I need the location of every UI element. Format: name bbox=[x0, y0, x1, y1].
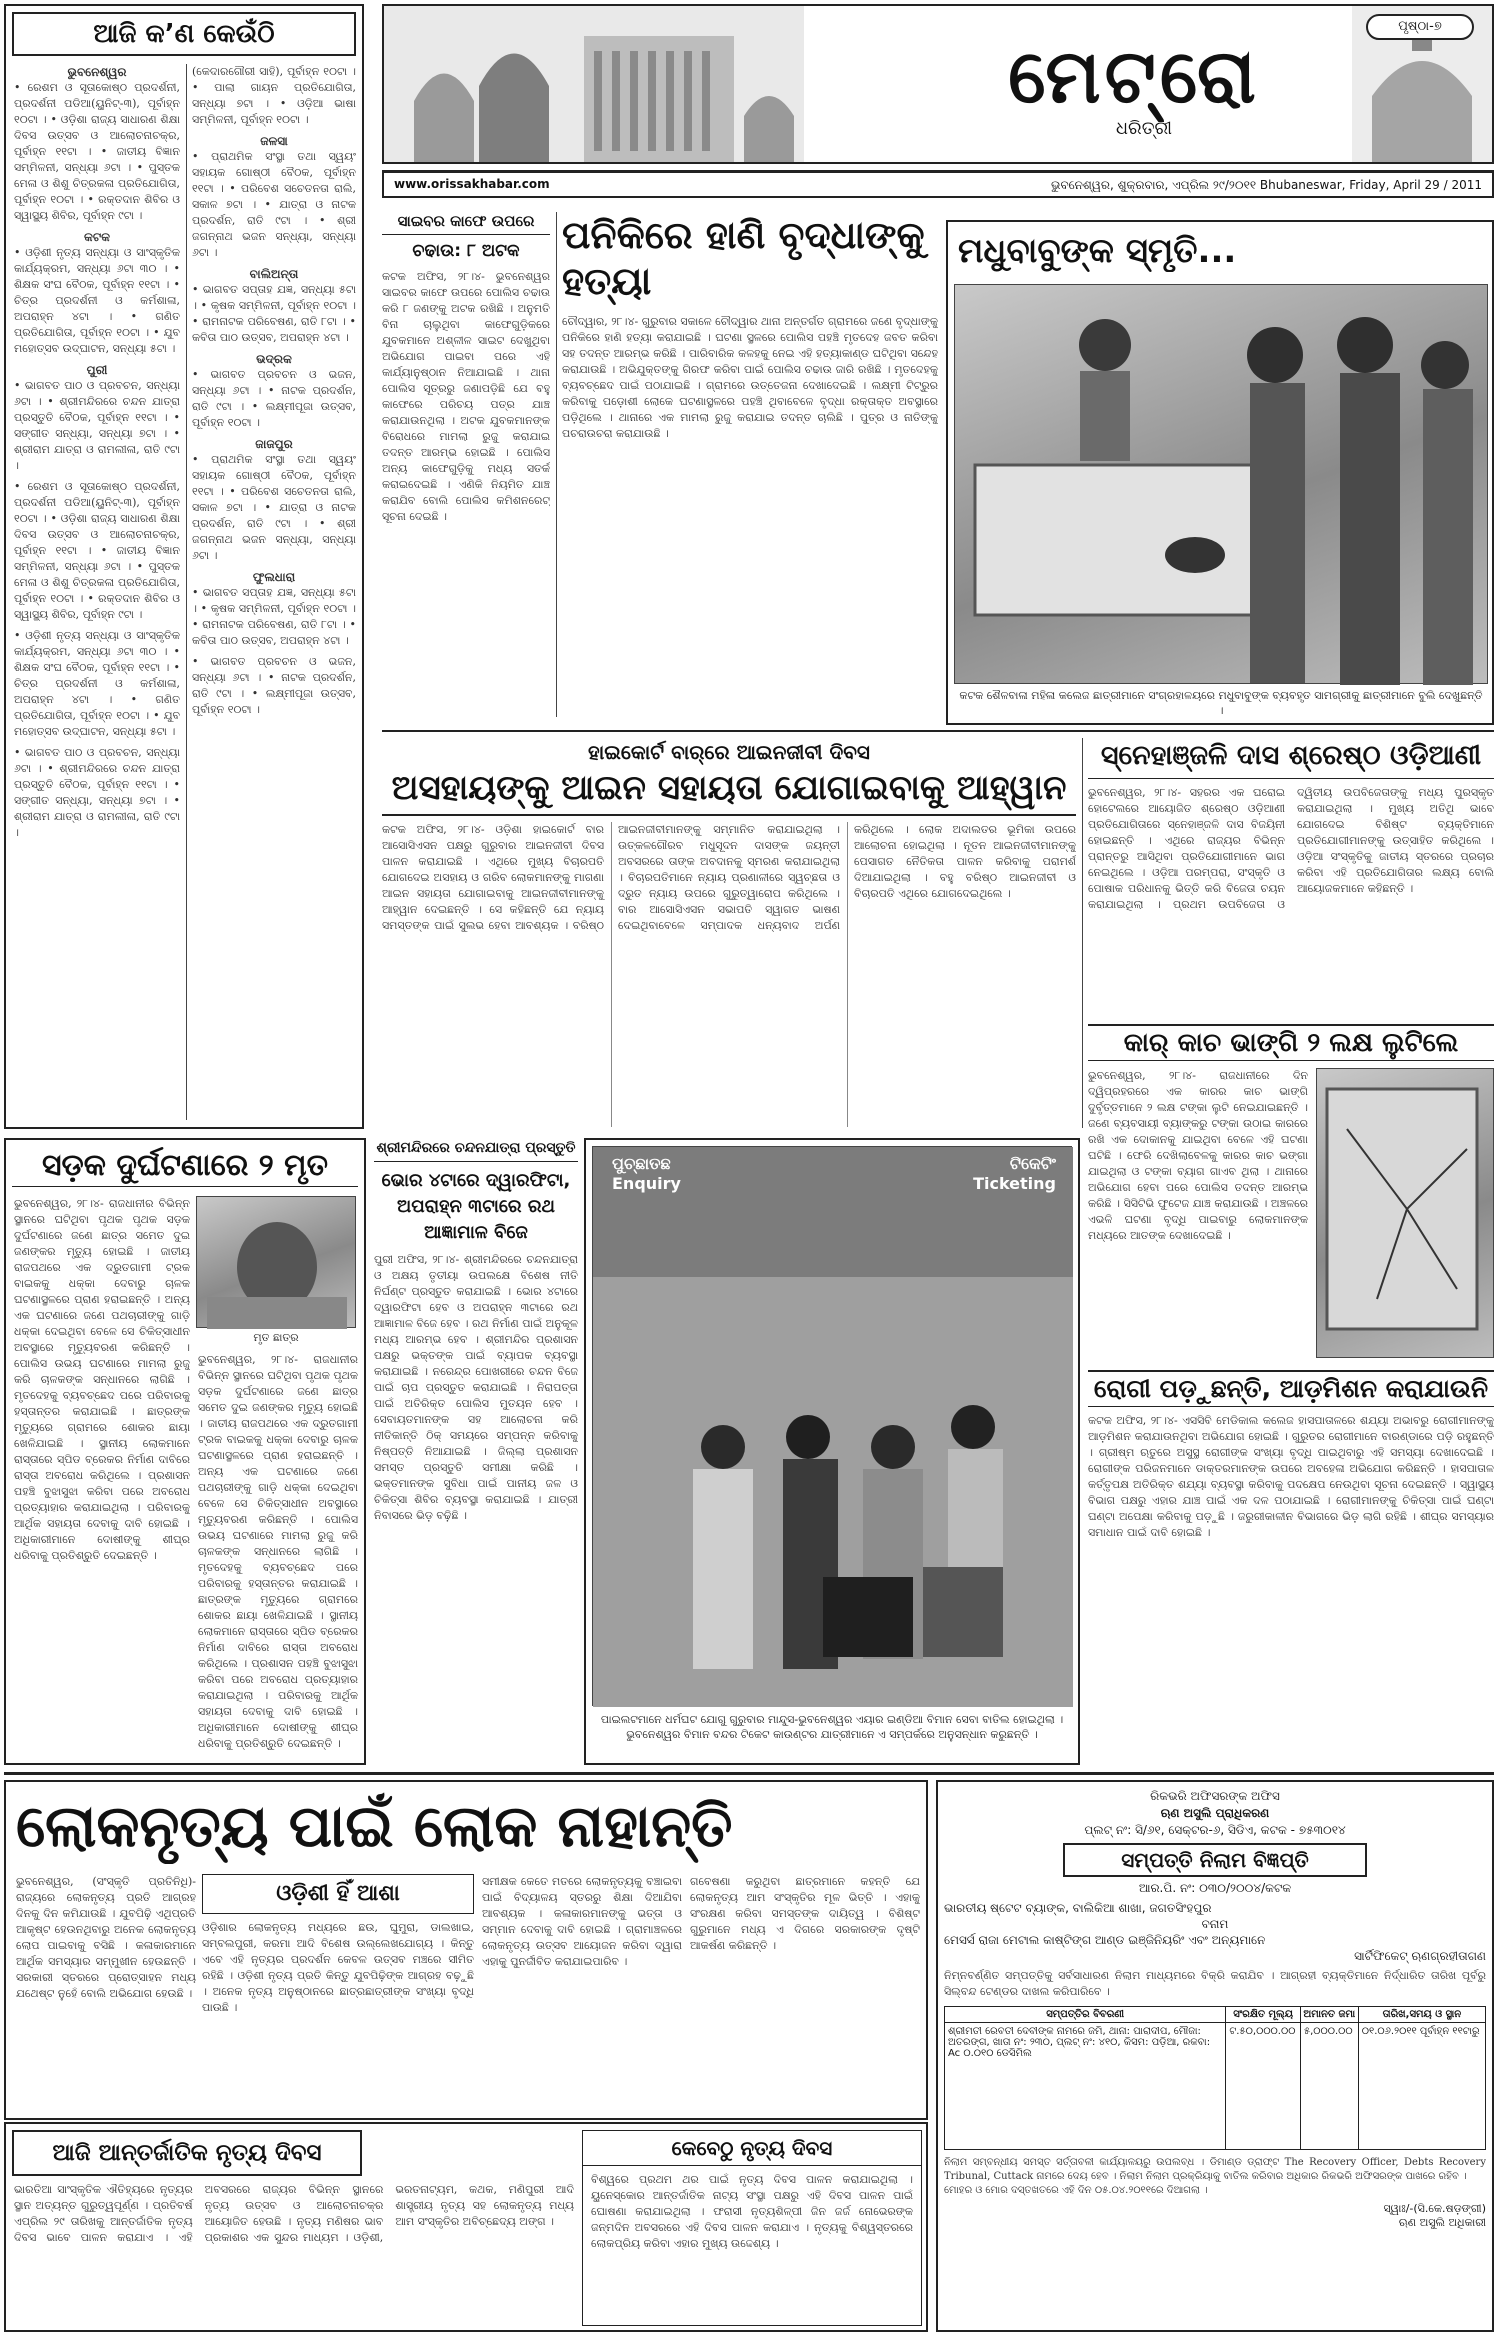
date: ଭୁବନେଶ୍ୱର, ଶୁକ୍ରବାର, ଏପ୍ରିଲ ୨୯/୨୦୧୧ Bhubaneswar, Friday, April 29 / 2011 bbox=[1051, 178, 1482, 192]
dateline-bar bbox=[382, 170, 1494, 198]
snehanjali-story: ସ୍ନେହାଞ୍ଜଳି ଦାସ ଶ୍ରେଷ୍ଠ ଓଡ଼ିଆଣୀ ଭୁବନେଶ୍ୱର, ୨୮।୪- ସହରର ଏକ ଘରୋଇ ହୋଟେଲରେ ଆୟୋଜିତ ଶ୍ରେଷ୍ଠ ଓଡ଼ିଆଣୀ ପ୍ରତିଯୋଗିତାରେ ସ୍ନେହାଞ୍ଜଳି ଦାସ ବିଜୟିନୀ ହୋଇଛନ୍ତି । ଏଥିରେ ରାଜ୍ୟର ବିଭିନ୍ନ ପ୍ରାନ୍ତରୁ ଆସିଥିବା ପ୍ରତିଯୋଗୀମାନେ ଭାଗ ନେଇଥିଲେ । ଓଡ଼ିଆ ପରମ୍ପରା, ସଂସ୍କୃତି ଓ ପୋଷାକ ପରିଧାନକୁ ଭିତ୍ତି କରି ବିଜେତା ଚୟନ କରାଯାଇଥିଲା । ପ୍ରଥମ ଉପବିଜେତା ଓ ଦ୍ୱିତୀୟ ଉପବିଜେତାଙ୍କୁ ମଧ୍ୟ ପୁରସ୍କୃତ କରାଯାଇଥିଲା । ମୁଖ୍ୟ ଅତିଥି ଭାବେ ଯୋଗଦେଇ ବିଶିଷ୍ଟ ବ୍ୟକ୍ତିମାନେ ପ୍ରତିଯୋଗୀମାନଙ୍କୁ ଉତ୍ସାହିତ କରିଥିଲେ । ଓଡ଼ିଆ ସଂସ୍କୃତିକୁ ଜାତୀୟ ସ୍ତରରେ ପ୍ରଚାର କରିବା ଏହି ପ୍ରତିଯୋଗିତାର ଲକ୍ଷ୍ୟ ବୋଲି ଆୟୋଜକମାନେ କହିଛନ୍ତି । bbox=[1088, 740, 1494, 911]
highcourt-story: ହାଇକୋର୍ଟ ବାର୍‌ରେ ଆଇନଜୀବୀ ଦିବସ ଅସହାୟଙ୍କୁ ଆଇନ ସହାୟତା ଯୋଗାଇବାକୁ ଆହ୍ୱାନ କଟକ ଅଫିସ, ୨୮।୪- ଓଡ଼ିଶା ହାଇକୋର୍ଟ ବାର ଆସୋସିଏସନ ପକ୍ଷରୁ ଗୁରୁବାର ଆଇନଜୀବୀ ଦିବସ ପାଳନ କରାଯାଇଛି । ଏଥିରେ ମୁଖ୍ୟ ବିଚାରପତି ଯୋଗଦେଇ ଅସହାୟ ଓ ଗରିବ ଲୋକମାନଙ୍କୁ ମାଗଣା ଆଇନ ସହାୟତା ଯୋଗାଇବାକୁ ଆଇନଜୀବୀମାନଙ୍କୁ ଆହ୍ୱାନ ଦେଇଛନ୍ତି । ସେ କହିଛନ୍ତି ଯେ ନ୍ୟାୟ ସମସ୍ତଙ୍କ ପାଇଁ ସୁଲଭ ହେବା ଆବଶ୍ୟକ । ବରିଷ୍ଠ ଆଇନଜୀବୀମାନଙ୍କୁ ସମ୍ମାନିତ କରାଯାଇଥିଲା । ଉତ୍କଳଗୌରବ ମଧୁସୂଦନ ଦାସଙ୍କ ଜୟନ୍ତୀ ଅବସରରେ ତାଙ୍କ ଅବଦାନକୁ ସ୍ମରଣ କରାଯାଇଥିଲା । ବିଚାରପତିମାନେ ନ୍ୟାୟ ପ୍ରଣାଳୀରେ ସ୍ୱଚ୍ଛତା ଓ ଦ୍ରୁତ ନ୍ୟାୟ ଉପରେ ଗୁରୁତ୍ୱାରୋପ କରିଥିଲେ । ବାର ଆସୋସିଏସନ ସଭାପତି ସ୍ୱାଗତ ଭାଷଣ ଦେଇଥିବାବେଳେ ସମ୍ପାଦକ ଧନ୍ୟବାଦ ଅର୍ପଣ କରିଥିଲେ । ଲୋକ ଅଦାଲତର ଭୂମିକା ଉପରେ ଆଲୋଚନା ହୋଇଥିଲା । ନୂତନ ଆଇନଜୀବୀମାନଙ୍କୁ ପେସାଗତ ନୈତିକତା ପାଳନ କରିବାକୁ ପରାମର୍ଶ ଦିଆଯାଇଥିଲା । ବହୁ ବରିଷ୍ଠ ଆଇନଜୀବୀ ଓ ବିଚାରପତି ଏଥିରେ ଯୋଗଦେଇଥିଲେ । bbox=[382, 740, 1076, 932]
danceday-subbox: କେବେଠୁ ନୃତ୍ୟ ଦିବସ ବିଶ୍ୱରେ ପ୍ରଥମ ଥର ପାଇଁ ନୃତ୍ୟ ଦିବସ ପାଳନ କରାଯାଇଥିଲା । ୟୁନେସ୍କୋର ଆନ୍ତର୍ଜାତିକ ନାଟ୍ୟ ସଂସ୍ଥା ପକ୍ଷରୁ ଏହି ଦିବସ ପାଳନ ପାଇଁ ଘୋଷଣା କରାଯାଇଥିଲା । ଫରାସୀ ନୃତ୍ୟଶିଳ୍ପୀ ଜିନ ଜର୍ଜ ନୋଭେରଙ୍କ ଜନ୍ମଦିନ ଅବସରରେ ଏହି ଦିବସ ପାଳନ କରାଯାଏ । ନୃତ୍ୟକୁ ବିଶ୍ୱସ୍ତରରେ ଲୋକପ୍ରିୟ କରିବା ଏହାର ମୁଖ୍ୟ ଉଦ୍ଦେଶ୍ୟ । bbox=[582, 2130, 922, 2326]
auction-notice: ରିକଭରି ଅଫିସରଙ୍କ ଅଫିସ ଋଣ ଅସୁଲି ପ୍ରାଧିକରଣ ପ୍ଲଟ୍ ନଂ: ସି/୬୧, ସେକ୍ଟର-୬, ସିଡିଏ, କଟକ - ୭୫୩୦୧୪ ସମ୍ପତ୍ତି ନିଲାମ ବିଜ୍ଞପ୍ତି ଆର.ପି. ନଂ: ୦୩୦/୨୦୦୪/କଟକ ଭାରତୀୟ ଷ୍ଟେଟ ବ୍ୟାଙ୍କ, ବାଲିକିଆ ଶାଖା, ଜଗତସିଂହପୁର ବନାମ ମେସର୍ସ ରାଜା ମେଟାଲ କାଷ୍ଟିଙ୍ଗ ଆଣ୍ଡ ଇଞ୍ଜିନିୟରିଂ ଏବଂ ଅନ୍ୟମାନେ ସାର୍ଟିଫିକେଟ୍ ଋଣଗ୍ରହୀତାଗଣ ନିମ୍ନବର୍ଣ୍ଣିତ ସମ୍ପତ୍ତିକୁ ସର୍ବସାଧାରଣ ନିଲାମ ମାଧ୍ୟମରେ ବିକ୍ରି କରାଯିବ । ଆଗ୍ରହୀ ବ୍ୟକ୍ତିମାନେ ନିର୍ଦ୍ଧାରିତ ତାରିଖ ପୂର୍ବରୁ ସିଲ୍‌ବନ୍ଦ ଟେଣ୍ଡର ଦାଖଲ କରିପାରିବେ । ସମ୍ପତ୍ତିର ବିବରଣୀ ସଂରକ୍ଷିତ ମୂଲ୍ୟ ଅମାନତ ଜମା ତାରିଖ,ସମୟ ଓ ସ୍ଥାନ ଶ୍ରୀମତୀ ରେବତୀ ଦେବୀଙ୍କ ନାମରେ ଜମି, ଥାନା: ପାରାଦୀପ, ମୌଜା: ଅତରଙ୍ଗ, ଖାତା ନଂ: ୨୩୦, ପ୍ଲଟ୍ ନଂ: ୪୧୦, କିସମ: ପଡ଼ିଆ, ରକବା: Ac ୦.୦୧୦ ଡେସିମିଲ ଟ.୫୦,୦୦୦.୦୦ ୫,୦୦୦.୦୦ ୦୧.୦୬.୨୦୧୧ ପୂର୍ବାହ୍ନ ୧୧ଟାରୁ ନିଲାମ ସମ୍ବନ୍ଧୀୟ ସମସ୍ତ ସର୍ତ୍ତାବଳୀ କାର୍ଯ୍ୟାଳୟରୁ ଉପଲବ୍ଧ । ଡିମାଣ୍ଡ ଡ୍ରାଫ୍ଟ The Recovery Officer, Debts Recovery Tribunal, Cuttack ନାମରେ ଦେୟ ହେବ । ନିଲାମ ନିଲାମ ପ୍ରକ୍ରିୟାକୁ ବାତିଲ କରିବାର ଅଧିକାର ରିକଭରି ଅଫିସରଙ୍କ ପାଖରେ ରହିବ । ମୋହର ଓ ମୋର ଦସ୍ତଖତରେ ଏହି ଦିନ ୦୫.୦୪.୨୦୧୧ରେ ଦିଆଗଲା । ସ୍ୱାଃ/-(ସି.କେ.ଷଡ଼ଙ୍ଗୀ) ଋଣ ଅସୁଲି ଅଧିକାରୀ bbox=[936, 1780, 1494, 2332]
highcourt-headline: ଅସହାୟଙ୍କୁ ଆଇନ ସହାୟତା ଯୋଗାଇବାକୁ ଆହ୍ୱାନ bbox=[382, 766, 1076, 816]
signature: ସ୍ୱାଃ/-(ସି.କେ.ଷଡ଼ଙ୍ଗୀ) ଋଣ ଅସୁଲି ଅଧିକାରୀ bbox=[1383, 2202, 1486, 2229]
madhubabu-story: ମଧୁବାବୁଙ୍କ ସ୍ମୃତି... କଟକ ଶୈଳବାଳା ମହିଳା କଲେଜ ଛାତ୍ରୀମାନେ ସଂଗ୍ରହାଳୟରେ ମଧୁବାବୁଙ୍କ ବ୍ୟବହୃତ ସାମଗ୍ରୀକୁ ଛାତ୍ରୀମାନେ ବୁଲି ଦେଖୁଛନ୍ତି । bbox=[946, 220, 1494, 725]
table-row: ଶ୍ରୀମତୀ ରେବତୀ ଦେବୀଙ୍କ ନାମରେ ଜମି, ଥାନା: ପାରାଦୀପ, ମୌଜା: ଅତରଙ୍ଗ, ଖାତା ନଂ: ୨୩୦, ପ୍ଲଟ୍ ନଂ: ୪୧୦, କିସମ: ପଡ଼ିଆ, ରକବା: Ac ୦.୦୧୦ ଡେସିମିଲ ଟ.୫୦,୦୦୦.୦୦ ୫,୦୦୦.୦୦ ୦୧.୦୬.୨୦୧୧ ପୂର୍ବାହ୍ନ ୧୧ଟାରୁ bbox=[945, 2023, 1486, 2150]
events-box bbox=[4, 4, 364, 1129]
accident-story: ସଡ଼କ ଦୁର୍ଘଟଣାରେ ୨ ମୃତ ମୃତ ଛାତ୍ର ଭୁବନେଶ୍ୱର, ୨୮।୪- ରାଜଧାନୀର ବିଭିନ୍ନ ସ୍ଥାନରେ ଘଟିଥିବା ପୃଥକ ପୃଥକ ସଡ଼କ ଦୁର୍ଘଟଣାରେ ଜଣେ ଛାତ୍ର ସମେତ ଦୁଇ ଜଣଙ୍କର ମୃତ୍ୟୁ ହୋଇଛି । ଜାତୀୟ ରାଜପଥରେ ଏକ ଦ୍ରୁତଗାମୀ ଟ୍ରକ ବାଇକକୁ ଧକ୍କା ଦେବାରୁ ଚାଳକ ଘଟଣାସ୍ଥଳରେ ପ୍ରାଣ ହରାଇଛନ୍ତି । ଅନ୍ୟ ଏକ ଘଟଣାରେ ଜଣେ ପଥଚାରୀଙ୍କୁ ଗାଡ଼ି ଧକ୍କା ଦେଇଥିବା ବେଳେ ସେ ଚିକିତ୍ସାଧୀନ ଅବସ୍ଥାରେ ମୃତ୍ୟୁବରଣ କରିଛନ୍ତି । ପୋଲିସ ଉଭୟ ଘଟଣାରେ ମାମଲା ରୁଜୁ କରି ଚାଳକଙ୍କ ସନ୍ଧାନରେ ଲାଗିଛି । ମୃତଦେହକୁ ବ୍ୟବଚ୍ଛେଦ ପରେ ପରିବାରକୁ ହସ୍ତାନ୍ତର କରାଯାଇଛି । ଛାତ୍ରଙ୍କ ମୃତ୍ୟୁରେ ଗ୍ରାମରେ ଶୋକର ଛାୟା ଖେଳିଯାଇଛି । ସ୍ଥାନୀୟ ଲୋକମାନେ ରାସ୍ତାରେ ସ୍ପିଡ ବ୍ରେକର ନିର୍ମାଣ ଦାବିରେ ରାସ୍ତା ଅବରୋଧ କରିଥିଲେ । ପ୍ରଶାସନ ପହଞ୍ଚି ବୁଝାସୁଝା କରିବା ପରେ ଅବରୋଧ ପ୍ରତ୍ୟାହାର କରାଯାଇଥିଲା । ପରିବାରକୁ ଆର୍ଥିକ ସହାୟତା ଦେବାକୁ ଦାବି ହୋଇଛି । ଅଧିକାରୀମାନେ ଦୋଷୀଙ୍କୁ ଶୀଘ୍ର ଧରିବାକୁ ପ୍ରତିଶ୍ରୁତି ଦେଇଛନ୍ତି । ଭୁବନେଶ୍ୱର, ୨୮।୪- ରାଜଧାନୀର ବିଭିନ୍ନ ସ୍ଥାନରେ ଘଟିଥିବା ପୃଥକ ପୃଥକ ସଡ଼କ ଦୁର୍ଘଟଣାରେ ଜଣେ ଛାତ୍ର ସମେତ ଦୁଇ ଜଣଙ୍କର ମୃତ୍ୟୁ ହୋଇଛି । ଜାତୀୟ ରାଜପଥରେ ଏକ ଦ୍ରୁତଗାମୀ ଟ୍ରକ ବାଇକକୁ ଧକ୍କା ଦେବାରୁ ଚାଳକ ଘଟଣାସ୍ଥଳରେ ପ୍ରାଣ ହରାଇଛନ୍ତି । ଅନ୍ୟ ଏକ ଘଟଣାରେ ଜଣେ ପଥଚାରୀଙ୍କୁ ଗାଡ଼ି ଧକ୍କା ଦେଇଥିବା ବେଳେ ସେ ଚିକିତ୍ସାଧୀନ ଅବସ୍ଥାରେ ମୃତ୍ୟୁବରଣ କରିଛନ୍ତି । ପୋଲିସ ଉଭୟ ଘଟଣାରେ ମାମଲା ରୁଜୁ କରି ଚାଳକଙ୍କ ସନ୍ଧାନରେ ଲାଗିଛି । ମୃତଦେହକୁ ବ୍ୟବଚ୍ଛେଦ ପରେ ପରିବାରକୁ ହସ୍ତାନ୍ତର କରାଯାଇଛି । ଛାତ୍ରଙ୍କ ମୃତ୍ୟୁରେ ଗ୍ରାମରେ ଶୋକର ଛାୟା ଖେଳିଯାଇଛି । ସ୍ଥାନୀୟ ଲୋକମାନେ ରାସ୍ତାରେ ସ୍ପିଡ ବ୍ରେକର ନିର୍ମାଣ ଦାବିରେ ରାସ୍ତା ଅବରୋଧ କରିଥିଲେ । ପ୍ରଶାସନ ପହଞ୍ଚି ବୁଝାସୁଝା କରିବା ପରେ ଅବରୋଧ ପ୍ରତ୍ୟାହାର କରାଯାଇଥିଲା । ପରିବାରକୁ ଆର୍ଥିକ ସହାୟତା ଦେବାକୁ ଦାବି ହୋଇଛି । ଅଧିକାରୀମାନେ ଦୋଷୀଙ୍କୁ ଶୀଘ୍ର ଧରିବାକୁ ପ୍ରତିଶ୍ରୁତି ଦେଇଛନ୍ତି । bbox=[4, 1138, 366, 1765]
brand-sub: ଧରିତ୍ରୀ bbox=[1115, 118, 1173, 139]
website: www.orissakhabar.com bbox=[394, 177, 550, 191]
broken-car-photo bbox=[1316, 1068, 1494, 1358]
airport-photo bbox=[592, 1146, 1072, 1706]
temple-headline: ଭୋର ୪ଟାରେ ଦ୍ୱାରଫିଟା, ଅପରାହ୍ନ ୩ଟାରେ ରଥ ଆଜ୍ଞାମାଳ ବିଜେ bbox=[381, 1170, 571, 1243]
temple-story: ଶ୍ରୀମନ୍ଦିରରେ ଚନ୍ଦନଯାତ୍ରା ପ୍ରସ୍ତୁତି ଭୋର ୪ଟାରେ ଦ୍ୱାରଫିଟା, ଅପରାହ୍ନ ୩ଟାରେ ରଥ ଆଜ୍ଞାମାଳ ବିଜେ ପୁରୀ ଅଫିସ, ୨୮।୪- ଶ୍ରୀମନ୍ଦିରରେ ଚନ୍ଦନଯାତ୍ରା ଓ ଅକ୍ଷୟ ତୃତୀୟା ଉପଲକ୍ଷେ ବିଶେଷ ନୀତି ନିର୍ଘଣ୍ଟ ପ୍ରସ୍ତୁତ କରାଯାଇଛି । ଭୋର ୪ଟାରେ ଦ୍ୱାରଫିଟା ହେବ ଓ ଅପରାହ୍ନ ୩ଟାରେ ରଥ ଆଜ୍ଞାମାଳ ବିଜେ ହେବ । ରଥ ନିର୍ମାଣ ପାଇଁ ଅନୁକୂଳ ମଧ୍ୟ ଆରମ୍ଭ ହେବ । ଶ୍ରୀମନ୍ଦିର ପ୍ରଶାସନ ପକ୍ଷରୁ ଭକ୍ତଙ୍କ ପାଇଁ ବ୍ୟାପକ ବ୍ୟବସ୍ଥା କରାଯାଇଛି । ନରେନ୍ଦ୍ର ପୋଖରୀରେ ଚନ୍ଦନ ବିଜେ ପାଇଁ ଚାପ ପ୍ରସ୍ତୁତ କରାଯାଇଛି । ନିରାପତ୍ତା ପାଇଁ ଅତିରିକ୍ତ ପୋଲିସ ମୁତୟନ ହେବ । ସେବାୟତମାନଙ୍କ ସହ ଆଲୋଚନା କରି ନୀତିକାନ୍ତି ଠିକ୍ ସମୟରେ ସମ୍ପନ୍ନ କରିବାକୁ ନିଷ୍ପତ୍ତି ନିଆଯାଇଛି । ଜିଲ୍ଲା ପ୍ରଶାସନ ସମସ୍ତ ପ୍ରସ୍ତୁତି ସମୀକ୍ଷା କରିଛି । ଭକ୍ତମାନଙ୍କ ସୁବିଧା ପାଇଁ ପାନୀୟ ଜଳ ଓ ଚିକିତ୍ସା ଶିବିର ବ୍ୟବସ୍ଥା କରାଯାଇଛି । ଯାତ୍ରୀ ନିବାସରେ ଭିଡ଼ ବଢ଼ିଛି । bbox=[374, 1140, 578, 1522]
folkdance-headline: ଲୋକନୃତ୍ୟ ପାଇଁ ଲୋକ ନାହାନ୍ତି bbox=[16, 1792, 733, 1860]
murder-headline: ପନିକିରେ ହାଣି ବୃଦ୍ଧାଙ୍କୁ ହତ୍ୟା bbox=[562, 213, 925, 303]
danceday-headline-box: ଆଜି ଆନ୍ତର୍ଜାତିକ ନୃତ୍ୟ ଦିବସ bbox=[12, 2130, 362, 2176]
notice-header: ରିକଭରି ଅଫିସରଙ୍କ ଅଫିସ ଋଣ ଅସୁଲି ପ୍ରାଧିକରଣ ପ୍ଲଟ୍ ନଂ: ସି/୬୧, ସେକ୍ଟର-୬, ସିଡିଏ, କଟକ - ୭୫୩୦୧୪ bbox=[1084, 1789, 1346, 1837]
masthead bbox=[382, 4, 1494, 164]
events-col-2: (କେଦାରଗୌରୀ ସାହି), ପୂର୍ବାହ୍ନ ୧୦ଟା । • ପାଲା ଗାୟନ ପ୍ରତିଯୋଗିତା, ସନ୍ଧ୍ୟା ୭ଟା । • ଓଡ଼ିଆ ଭାଷା ସମ୍ମିଳନୀ, ପୂର୍ବାହ୍ନ ୧୦ଟା । ଜଳସା • ପ୍ରାଥମିକ ସଂସ୍ଥା ତଥା ସ୍ୱୟଂ ସହାୟକ ଗୋଷ୍ଠୀ ବୈଠକ, ପୂର୍ବାହ୍ନ ୧୧ଟା । • ପରିବେଶ ସଚେତନତା ରାଲି, ସକାଳ ୭ଟା । • ଯାତ୍ରା ଓ ନାଟକ ପ୍ରଦର୍ଶନ, ରାତି ୯ଟା । • ଶ୍ରୀ ଜଗନ୍ନାଥ ଭଜନ ସନ୍ଧ୍ୟା, ସନ୍ଧ୍ୟା ୬ଟା । ବାଲିଅନ୍ତା • ଭାଗବତ ସପ୍ତାହ ଯଜ୍ଞ, ସନ୍ଧ୍ୟା ୫ଟା । • କୃଷକ ସମ୍ମିଳନୀ, ପୂର୍ବାହ୍ନ ୧୦ଟା । • ରାମନାଟକ ପରିବେଷଣ, ରାତି ୮ଟା । • କବିତା ପାଠ ଉତ୍ସବ, ଅପରାହ୍ନ ୪ଟା । ଭଦ୍ରକ • ଭାଗବତ ପ୍ରବଚନ ଓ ଭଜନ, ସନ୍ଧ୍ୟା ୬ଟା । • ନାଟକ ପ୍ରଦର୍ଶନ, ରାତି ୯ଟା । • ଲକ୍ଷ୍ମୀପୂଜା ଉତ୍ସବ, ପୂର୍ବାହ୍ନ ୧୦ଟା । ଜାଜପୁର • ପ୍ରାଥମିକ ସଂସ୍ଥା ତଥା ସ୍ୱୟଂ ସହାୟକ ଗୋଷ୍ଠୀ ବୈଠକ, ପୂର୍ବାହ୍ନ ୧୧ଟା । • ପରିବେଶ ସଚେତନତା ରାଲି, ସକାଳ ୭ଟା । • ଯାତ୍ରା ଓ ନାଟକ ପ୍ରଦର୍ଶନ, ରାତି ୯ଟା । • ଶ୍ରୀ ଜଗନ୍ନାଥ ଭଜନ ସନ୍ଧ୍ୟା, ସନ୍ଧ୍ୟା ୬ଟା । ଫୁଲଧାରା • ଭାଗବତ ସପ୍ତାହ ଯଜ୍ଞ, ସନ୍ଧ୍ୟା ୫ଟା । • କୃଷକ ସମ୍ମିଳନୀ, ପୂର୍ବାହ୍ନ ୧୦ଟା । • ରାମନାଟକ ପରିବେଷଣ, ରାତି ୮ଟା । • କବିତା ପାଠ ଉତ୍ସବ, ଅପରାହ୍ନ ୪ଟା । • ଭାଗବତ ପ୍ରବଚନ ଓ ଭଜନ, ସନ୍ଧ୍ୟା ୬ଟା । • ନାଟକ ପ୍ରଦର୍ଶନ, ରାତି ୯ଟା । • ଲକ୍ଷ୍ମୀପୂଜା ଉତ୍ସବ, ପୂର୍ବାହ୍ନ ୧୦ଟା । bbox=[192, 65, 356, 716]
ticketing-sign: ଟିକେଟିଂ Ticketing bbox=[973, 1154, 1056, 1193]
enquiry-sign: ପୁଚ୍ଛାତଛ Enquiry bbox=[612, 1154, 681, 1193]
cafe-story: ସାଇବର କାଫେ ଉପରେ ଚଢାଉ: ୮ ଅଟକ କଟକ ଅଫିସ, ୨୮।୪- ଭୁବନେଶ୍ୱର ସାଇବର କାଫେ ଉପରେ ପୋଲିସ ଚଢାଉ କରି ୮ ଜଣଙ୍କୁ ଅଟକ ରଖିଛି । ଅନୁମତି ବିନା ଚାଲୁଥିବା କାଫେଗୁଡ଼ିକରେ ଯୁବକମାନେ ଅଶ୍ଳୀଳ ସାଇଟ ଦେଖୁଥିବା ଅଭିଯୋଗ ପାଇବା ପରେ ଏହି କାର୍ଯ୍ୟାନୁଷ୍ଠାନ ନିଆଯାଇଛି । ଥାନା ପୋଲିସ ସୂତ୍ରରୁ ଜଣାପଡ଼ିଛି ଯେ ବହୁ କାଫେରେ ପରିଚୟ ପତ୍ର ଯାଞ୍ଚ କରାଯାଉନଥିଲା । ଅଟକ ଯୁବକମାନଙ୍କ ବିରୋଧରେ ମାମଲା ରୁଜୁ କରାଯାଇ ତଦନ୍ତ ଆରମ୍ଭ ହୋଇଛି । ପୋଲିସ ଅନ୍ୟ କାଫେଗୁଡ଼ିକୁ ମଧ୍ୟ ସତର୍କ କରାଇଦେଇଛି । ଏଣିକି ନିୟମିତ ଯାଞ୍ଚ କରାଯିବ ବୋଲି ପୋଲିସ କମିଶନରେଟ୍ ସୂଚନା ଦେଇଛି । bbox=[382, 212, 550, 523]
odissi-subbox: ଓଡ଼ିଶୀ ହିଁ ଆଶା bbox=[202, 1874, 474, 1914]
page-number-badge: ପୃଷ୍ଠା-୭ bbox=[1366, 14, 1474, 40]
danceday-story: ଆଜି ଆନ୍ତର୍ଜାତିକ ନୃତ୍ୟ ଦିବସ ଭାରତିଆ ସାଂସ୍କୃତିକ ଐତିହ୍ୟରେ ନୃତ୍ୟର ସ୍ଥାନ ଅତ୍ୟନ୍ତ ଗୁରୁତ୍ୱପୂର୍ଣ୍ଣ । ପ୍ରତିବର୍ଷ ଏପ୍ରିଲ ୨୯ ତାରିଖକୁ ଆନ୍ତର୍ଜାତିକ ନୃତ୍ୟ ଦିବସ ଭାବେ ପାଳନ କରାଯାଏ । ଏହି ଅବସରରେ ରାଜ୍ୟର ବିଭିନ୍ନ ସ୍ଥାନରେ ନୃତ୍ୟ ଉତ୍ସବ ଓ ଆଲୋଚନାଚକ୍ର ଆୟୋଜିତ ହେଉଛି । ନୃତ୍ୟ ମଣିଷର ଭାବ ପ୍ରକାଶର ଏକ ସୁନ୍ଦର ମାଧ୍ୟମ । ଓଡ଼ିଶୀ, ଭରତନାଟ୍ୟମ, କଥକ, ମଣିପୁରୀ ଆଦି ଶାସ୍ତ୍ରୀୟ ନୃତ୍ୟ ସହ ଲୋକନୃତ୍ୟ ମଧ୍ୟ ଆମ ସଂସ୍କୃତିର ଅବିଚ୍ଛେଦ୍ୟ ଅଙ୍ଗ । କେବେଠୁ ନୃତ୍ୟ ଦିବସ ବିଶ୍ୱରେ ପ୍ରଥମ ଥର ପାଇଁ ନୃତ୍ୟ ଦିବସ ପାଳନ କରାଯାଇଥିଲା । ୟୁନେସ୍କୋର ଆନ୍ତର୍ଜାତିକ ନାଟ୍ୟ ସଂସ୍ଥା ପକ୍ଷରୁ ଏହି ଦିବସ ପାଳନ ପାଇଁ ଘୋଷଣା କରାଯାଇଥିଲା । ଫରାସୀ ନୃତ୍ୟଶିଳ୍ପୀ ଜିନ ଜର୍ଜ ନୋଭେରଙ୍କ ଜନ୍ମଦିନ ଅବସରରେ ଏହି ଦିବସ ପାଳନ କରାଯାଏ । ନୃତ୍ୟକୁ ବିଶ୍ୱସ୍ତରରେ ଲୋକପ୍ରିୟ କରିବା ଏହାର ମୁଖ୍ୟ ଉଦ୍ଦେଶ୍ୟ । bbox=[4, 2122, 928, 2332]
murder-story: ପନିକିରେ ହାଣି ବୃଦ୍ଧାଙ୍କୁ ହତ୍ୟା ଚୌଦ୍ୱାର, ୨୮।୪- ଗୁରୁବାର ସକାଳେ ଚୌଦ୍ୱାର ଥାନା ଅନ୍ତର୍ଗତ ଗ୍ରାମରେ ଜଣେ ବୃଦ୍ଧାଙ୍କୁ ପନିକିରେ ହାଣି ହତ୍ୟା କରାଯାଇଛି । ଘଟଣା ସ୍ଥଳରେ ପୋଲିସ ପହଞ୍ଚି ମୃତଦେହ ଜବତ କରିବା ସହ ତଦନ୍ତ ଆରମ୍ଭ କରିଛି । ପାରିବାରିକ କଳହକୁ ନେଇ ଏହି ହତ୍ୟାକାଣ୍ଡ ଘଟିଥିବା ସନ୍ଦେହ କରାଯାଉଛି । ଅଭିଯୁକ୍ତଙ୍କୁ ଗିରଫ କରିବା ପାଇଁ ପୋଲିସ ଚଢାଉ ଜାରି ରଖିଛି । ମୃତଦେହକୁ ବ୍ୟବଚ୍ଛେଦ ପାଇଁ ପଠାଯାଇଛି । ଗ୍ରାମରେ ଉତ୍ତେଜନା ଦେଖାଦେଇଛି । ଲକ୍ଷ୍ମୀ ଟିଟ୍ରୁର କରିବାକୁ ପଡ଼ୋଶୀ ଲୋକେ ଘଟଣାସ୍ଥଳରେ ପହଞ୍ଚି ଥିବାବେଳେ ବୃଦ୍ଧା ରକ୍ତାକ୍ତ ଅବସ୍ଥାରେ ପଡ଼ିଥିଲେ । ଥାନାରେ ଏକ ମାମଲା ରୁଜୁ କରାଯାଇ ତଦନ୍ତ ଚାଲିଛି । ପୁତ୍ର ଓ ନାତିଙ୍କୁ ପଚରାଉଚରା କରାଯାଉଛି । bbox=[562, 213, 938, 440]
patients-story: ରୋଗୀ ପଡ଼ୁଛନ୍ତି, ଆଡ଼ମିଶନ କରାଯାଉନି କଟକ ଅଫିସ, ୨୮।୪- ଏସସିବି ମେଡିକାଲ କଲେଜ ହାସପାତାଳରେ ଶଯ୍ୟା ଅଭାବରୁ ରୋଗୀମାନଙ୍କୁ ଆଡ଼ମିଶନ କରାଯାଉନଥିବା ଅଭିଯୋଗ ହୋଇଛି । ଗୁରୁତର ରୋଗୀମାନେ ବାରଣ୍ଡାରେ ପଡ଼ି ରହୁଛନ୍ତି । ଗ୍ରୀଷ୍ମ ଋତୁରେ ଅସୁସ୍ଥ ରୋଗୀଙ୍କ ସଂଖ୍ୟା ବୃଦ୍ଧି ପାଇଥିବାରୁ ଏହି ସମସ୍ୟା ଦେଖାଦେଇଛି । ରୋଗୀଙ୍କ ପରିଜନମାନେ ଡାକ୍ତରମାନଙ୍କ ଉପରେ ଅବହେଳା ଅଭିଯୋଗ କରିଛନ୍ତି । ହାସପାତାଳ କର୍ତ୍ତୃପକ୍ଷ ଅତିରିକ୍ତ ଶଯ୍ୟା ବ୍ୟବସ୍ଥା କରିବାକୁ ପଦକ୍ଷେପ ନେଉଥିବା ସୂଚନା ଦେଇଛନ୍ତି । ସ୍ୱାସ୍ଥ୍ୟ ବିଭାଗ ପକ୍ଷରୁ ଏହାର ଯାଞ୍ଚ ପାଇଁ ଏକ ଦଳ ପଠାଯାଇଛି । ରୋଗୀମାନଙ୍କୁ ଚିକିତ୍ସା ପାଇଁ ଘଣ୍ଟା ଘଣ୍ଟା ଅପେକ୍ଷା କରିବାକୁ ପଡ଼ୁଛି । ଜରୁରୀକାଳୀନ ବିଭାଗରେ ଭିଡ଼ ଲାଗି ରହିଛି । ଶୀଘ୍ର ସମସ୍ୟାର ସମାଧାନ ପାଇଁ ଦାବି ହୋଇଛି । bbox=[1088, 1370, 1494, 1765]
victim-photo bbox=[196, 1196, 356, 1328]
temple-skyline-illustration bbox=[384, 6, 804, 162]
car-story: କାର୍ କାଚ ଭାଙ୍ଗି ୨ ଲକ୍ଷ ଲୁଟିଲେ ଭୁବନେଶ୍ୱର, ୨୮।୪- ରାଜଧାନୀରେ ଦିନ ଦ୍ୱିପ୍ରହରରେ ଏକ କାରର କାଚ ଭାଙ୍ଗି ଦୁର୍ବୃତ୍ତମାନେ ୨ ଲକ୍ଷ ଟଙ୍କା ଲୁଟି ନେଇଯାଇଛନ୍ତି । ଜଣେ ବ୍ୟବସାୟୀ ବ୍ୟାଙ୍କରୁ ଟଙ୍କା ଉଠାଇ କାରରେ ରଖି ଏକ ଦୋକାନକୁ ଯାଇଥିବା ବେଳେ ଏହି ଘଟଣା ଘଟିଛି । ଫେରି ଦେଖିଲାବେଳକୁ କାରର କାଚ ଭଙ୍ଗା ଯାଇଥିଲା ଓ ଟଙ୍କା ବ୍ୟାଗ ଗାଏବ ଥିଲା । ଥାନାରେ ଅଭିଯୋଗ ହେବା ପରେ ପୋଲିସ ତଦନ୍ତ ଆରମ୍ଭ କରିଛି । ସିସିଟିଭି ଫୁଟେଜ ଯାଞ୍ଚ କରାଯାଉଛି । ଅଞ୍ଚଳରେ ଏଭଳି ଘଟଣା ବୃଦ୍ଧି ପାଇବାରୁ ଲୋକମାନଙ୍କ ମଧ୍ୟରେ ଆତଙ୍କ ଦେଖାଦେଇଛି । bbox=[1088, 1024, 1494, 1364]
events-title: ଆଜି କ’ଣ କେଉଁଠି bbox=[12, 12, 356, 56]
auction-table: ସମ୍ପତ୍ତିର ବିବରଣୀ ସଂରକ୍ଷିତ ମୂଲ୍ୟ ଅମାନତ ଜମା ତାରିଖ,ସମୟ ଓ ସ୍ଥାନ ଶ୍ରୀମତୀ ରେବତୀ ଦେବୀଙ୍କ ନାମରେ ଜମି, ଥାନା: ପାରାଦୀପ, ମୌଜା: ଅତରଙ୍ଗ, ଖାତା ନଂ: ୨୩୦, ପ୍ଲଟ୍ ନଂ: ୪୧୦, କିସମ: ପଡ଼ିଆ, ରକବା: Ac ୦.୦୧୦ ଡେସିମିଲ ଟ.୫୦,୦୦୦.୦୦ ୫,୦୦୦.୦୦ ୦୧.୦୬.୨୦୧୧ ପୂର୍ବାହ୍ନ ୧୧ଟାରୁ bbox=[944, 2006, 1486, 2150]
events-col-1: ଭୁବନେଶ୍ୱର • ରେଶମ ଓ ସୂତାକୋଷ୍ଠ ପ୍ରଦର୍ଶନୀ, ପ୍ରଦର୍ଶନୀ ପଡିଆ(ୟୁନିଟ୍-୩), ପୂର୍ବାହ୍ନ ୧୦ଟା । • ଓଡ଼ିଶା ରାଜ୍ୟ ସାଧାରଣ ଶିକ୍ଷା ଦିବସ ଉତ୍ସବ ଓ ଆଲୋଚନାଚକ୍ର, ପୂର୍ବାହ୍ନ ୧୧ଟା । • ଜାତୀୟ ବିଜ୍ଞାନ ସମ୍ମିଳନୀ, ସନ୍ଧ୍ୟା ୬ଟା । • ପୁସ୍ତକ ମେଳା ଓ ଶିଶୁ ଚିତ୍ରକଳା ପ୍ରତିଯୋଗିତା, ପୂର୍ବାହ୍ନ ୧୦ଟା । • ରକ୍ତଦାନ ଶିବିର ଓ ସ୍ୱାସ୍ଥ୍ୟ ଶିବିର, ପୂର୍ବାହ୍ନ ୯ଟା । କଟକ • ଓଡ଼ିଶୀ ନୃତ୍ୟ ସନ୍ଧ୍ୟା ଓ ସାଂସ୍କୃତିକ କାର୍ଯ୍ୟକ୍ରମ, ସନ୍ଧ୍ୟା ୬ଟା ୩୦ । • ଶିକ୍ଷକ ସଂଘ ବୈଠକ, ପୂର୍ବାହ୍ନ ୧୧ଟା । • ଚିତ୍ର ପ୍ରଦର୍ଶନୀ ଓ କର୍ମଶାଳା, ଅପରାହ୍ନ ୪ଟା । • ଗଣିତ ପ୍ରତିଯୋଗିତା, ପୂର୍ବାହ୍ନ ୧୦ଟା । • ଯୁବ ମହୋତ୍ସବ ଉଦ୍‌ଘାଟନ, ସନ୍ଧ୍ୟା ୫ଟା । ପୁରୀ • ଭାଗବତ ପାଠ ଓ ପ୍ରବଚନ, ସନ୍ଧ୍ୟା ୬ଟା । • ଶ୍ରୀମନ୍ଦିରରେ ଚନ୍ଦନ ଯାତ୍ରା ପ୍ରସ୍ତୁତି ବୈଠକ, ପୂର୍ବାହ୍ନ ୧୧ଟା । • ସଙ୍ଗୀତ ସନ୍ଧ୍ୟା, ସନ୍ଧ୍ୟା ୭ଟା । • ଶ୍ରୀରାମ ଯାତ୍ରା ଓ ରାମଲୀଳା, ରାତି ୯ଟା । • ରେଶମ ଓ ସୂତାକୋଷ୍ଠ ପ୍ରଦର୍ଶନୀ, ପ୍ରଦର୍ଶନୀ ପଡିଆ(ୟୁନିଟ୍-୩), ପୂର୍ବାହ୍ନ ୧୦ଟା । • ଓଡ଼ିଶା ରାଜ୍ୟ ସାଧାରଣ ଶିକ୍ଷା ଦିବସ ଉତ୍ସବ ଓ ଆଲୋଚନାଚକ୍ର, ପୂର୍ବାହ୍ନ ୧୧ଟା । • ଜାତୀୟ ବିଜ୍ଞାନ ସମ୍ମିଳନୀ, ସନ୍ଧ୍ୟା ୬ଟା । • ପୁସ୍ତକ ମେଳା ଓ ଶିଶୁ ଚିତ୍ରକଳା ପ୍ରତିଯୋଗିତା, ପୂର୍ବାହ୍ନ ୧୦ଟା । • ରକ୍ତଦାନ ଶିବିର ଓ ସ୍ୱାସ୍ଥ୍ୟ ଶିବିର, ପୂର୍ବାହ୍ନ ୯ଟା । • ଓଡ଼ିଶୀ ନୃତ୍ୟ ସନ୍ଧ୍ୟା ଓ ସାଂସ୍କୃତିକ କାର୍ଯ୍ୟକ୍ରମ, ସନ୍ଧ୍ୟା ୬ଟା ୩୦ । • ଶିକ୍ଷକ ସଂଘ ବୈଠକ, ପୂର୍ବାହ୍ନ ୧୧ଟା । • ଚିତ୍ର ପ୍ରଦର୍ଶନୀ ଓ କର୍ମଶାଳା, ଅପରାହ୍ନ ୪ଟା । • ଗଣିତ ପ୍ରତିଯୋଗିତା, ପୂର୍ବାହ୍ନ ୧୦ଟା । • ଯୁବ ମହୋତ୍ସବ ଉଦ୍‌ଘାଟନ, ସନ୍ଧ୍ୟା ୫ଟା । • ଭାଗବତ ପାଠ ଓ ପ୍ରବଚନ, ସନ୍ଧ୍ୟା ୬ଟା । • ଶ୍ରୀମନ୍ଦିରରେ ଚନ୍ଦନ ଯାତ୍ରା ପ୍ରସ୍ତୁତି ବୈଠକ, ପୂର୍ବାହ୍ନ ୧୧ଟା । • ସଙ୍ଗୀତ ସନ୍ଧ୍ୟା, ସନ୍ଧ୍ୟା ୭ଟା । • ଶ୍ରୀରାମ ଯାତ୍ରା ଓ ରାମଲୀଳା, ରାତି ୯ଟା । bbox=[14, 65, 180, 839]
airport-story: ପୁଚ୍ଛାତଛ Enquiry ଟିକେଟିଂ Ticketing ପାଇଲଟମାନେ ଧର୍ମଘଟ ଯୋଗୁ ଗୁରୁବାର ମାନ୍ଦୁସ-ଭୁବନେଶ୍ୱର ଏୟାର ଇଣ୍ଡିଆ ବିମାନ ସେବା ବାତିଲ ହୋଇଥିଲା । ଭୁବନେଶ୍ୱର ବିମାନ ବନ୍ଦର ଟିକେଟ କାଉଣ୍ଟର ଯାତ୍ରୀମାନେ ଏ ସମ୍ପର୍କରେ ଅନୁସନ୍ଧାନ କରୁଛନ୍ତି । bbox=[584, 1138, 1080, 1765]
brand-title: ମେଟ୍ରୋ bbox=[1008, 34, 1260, 120]
folkdance-story: ଲୋକନୃତ୍ୟ ପାଇଁ ଲୋକ ନାହାନ୍ତି ଭୁବନେଶ୍ୱର, (ସଂସ୍କୃତି ପ୍ରତିନିଧି)- ରାଜ୍ୟରେ ଲୋକନୃତ୍ୟ ପ୍ରତି ଆଗ୍ରହ ଦିନକୁ ଦିନ କମିଯାଉଛି । ଯୁବପିଢ଼ି ଏଥିପ୍ରତି ଆକୃଷ୍ଟ ହେଉନଥିବାରୁ ଅନେକ ଲୋକନୃତ୍ୟ ଲୋପ ପାଇବାକୁ ବସିଛି । କଳାକାରମାନେ ଆର୍ଥିକ ସମସ୍ୟାର ସମ୍ମୁଖୀନ ହେଉଛନ୍ତି । ସରକାରୀ ସ୍ତରରେ ପ୍ରୋତ୍ସାହନ ମଧ୍ୟ ଯଥେଷ୍ଟ ନୁହେଁ ବୋଲି ଅଭିଯୋଗ ହେଉଛି । ଓଡ଼ିଶୀ ହିଁ ଆଶା ଓଡ଼ିଶାର ଲୋକନୃତ୍ୟ ମଧ୍ୟରେ ଛଉ, ଘୁମୁରା, ଡାଲଖାଇ, ସମ୍ବଲପୁରୀ, କରମା ଆଦି ବିଶେଷ ଉଲ୍ଲେଖଯୋଗ୍ୟ । କିନ୍ତୁ ଏବେ ଏହି ନୃତ୍ୟର ପ୍ରଦର୍ଶନ କେବଳ ଉତ୍ସବ ମଞ୍ଚରେ ସୀମିତ ରହିଛି । ଓଡ଼ିଶୀ ନୃତ୍ୟ ପ୍ରତି କିନ୍ତୁ ଯୁବପିଢ଼ିଙ୍କ ଆଗ୍ରହ ବଢ଼ୁଛି । ଅନେକ ନୃତ୍ୟ ଅନୁଷ୍ଠାନରେ ଛାତ୍ରଛାତ୍ରୀଙ୍କ ସଂଖ୍ୟା ବୃଦ୍ଧି ପାଉଛି । ସମୀକ୍ଷକ କେତେ ମତରେ ଲୋକନୃତ୍ୟକୁ ବଞ୍ଚାଇବା ପାଇଁ ବିଦ୍ୟାଳୟ ସ୍ତରରୁ ଶିକ୍ଷା ଦିଆଯିବା ଆବଶ୍ୟକ । କଳାକାରମାନଙ୍କୁ ଭତ୍ତା ଓ ସମ୍ମାନ ଦେବାକୁ ଦାବି ହୋଇଛି । ଗ୍ରାମାଞ୍ଚଳରେ ଲୋକନୃତ୍ୟ ଉତ୍ସବ ଆୟୋଜନ କରିବା ଦ୍ୱାରା ଏହାକୁ ପୁନର୍ଜୀବିତ କରାଯାଇପାରିବ । ଗବେଷଣା କରୁଥିବା ଛାତ୍ରମାନେ କହନ୍ତି ଯେ ଲୋକନୃତ୍ୟ ଆମ ସଂସ୍କୃତିର ମୂଳ ଭିତ୍ତି । ଏହାକୁ ସଂରକ୍ଷଣ କରିବା ସମସ୍ତଙ୍କ ଦାୟିତ୍ୱ । ବିଶିଷ୍ଟ ଗୁରୁମାନେ ମଧ୍ୟ ଏ ଦିଗରେ ସରକାରଙ୍କ ଦୃଷ୍ଟି ଆକର୍ଷଣ କରିଛନ୍ତି । bbox=[4, 1780, 928, 2120]
museum-photo bbox=[954, 284, 1488, 684]
